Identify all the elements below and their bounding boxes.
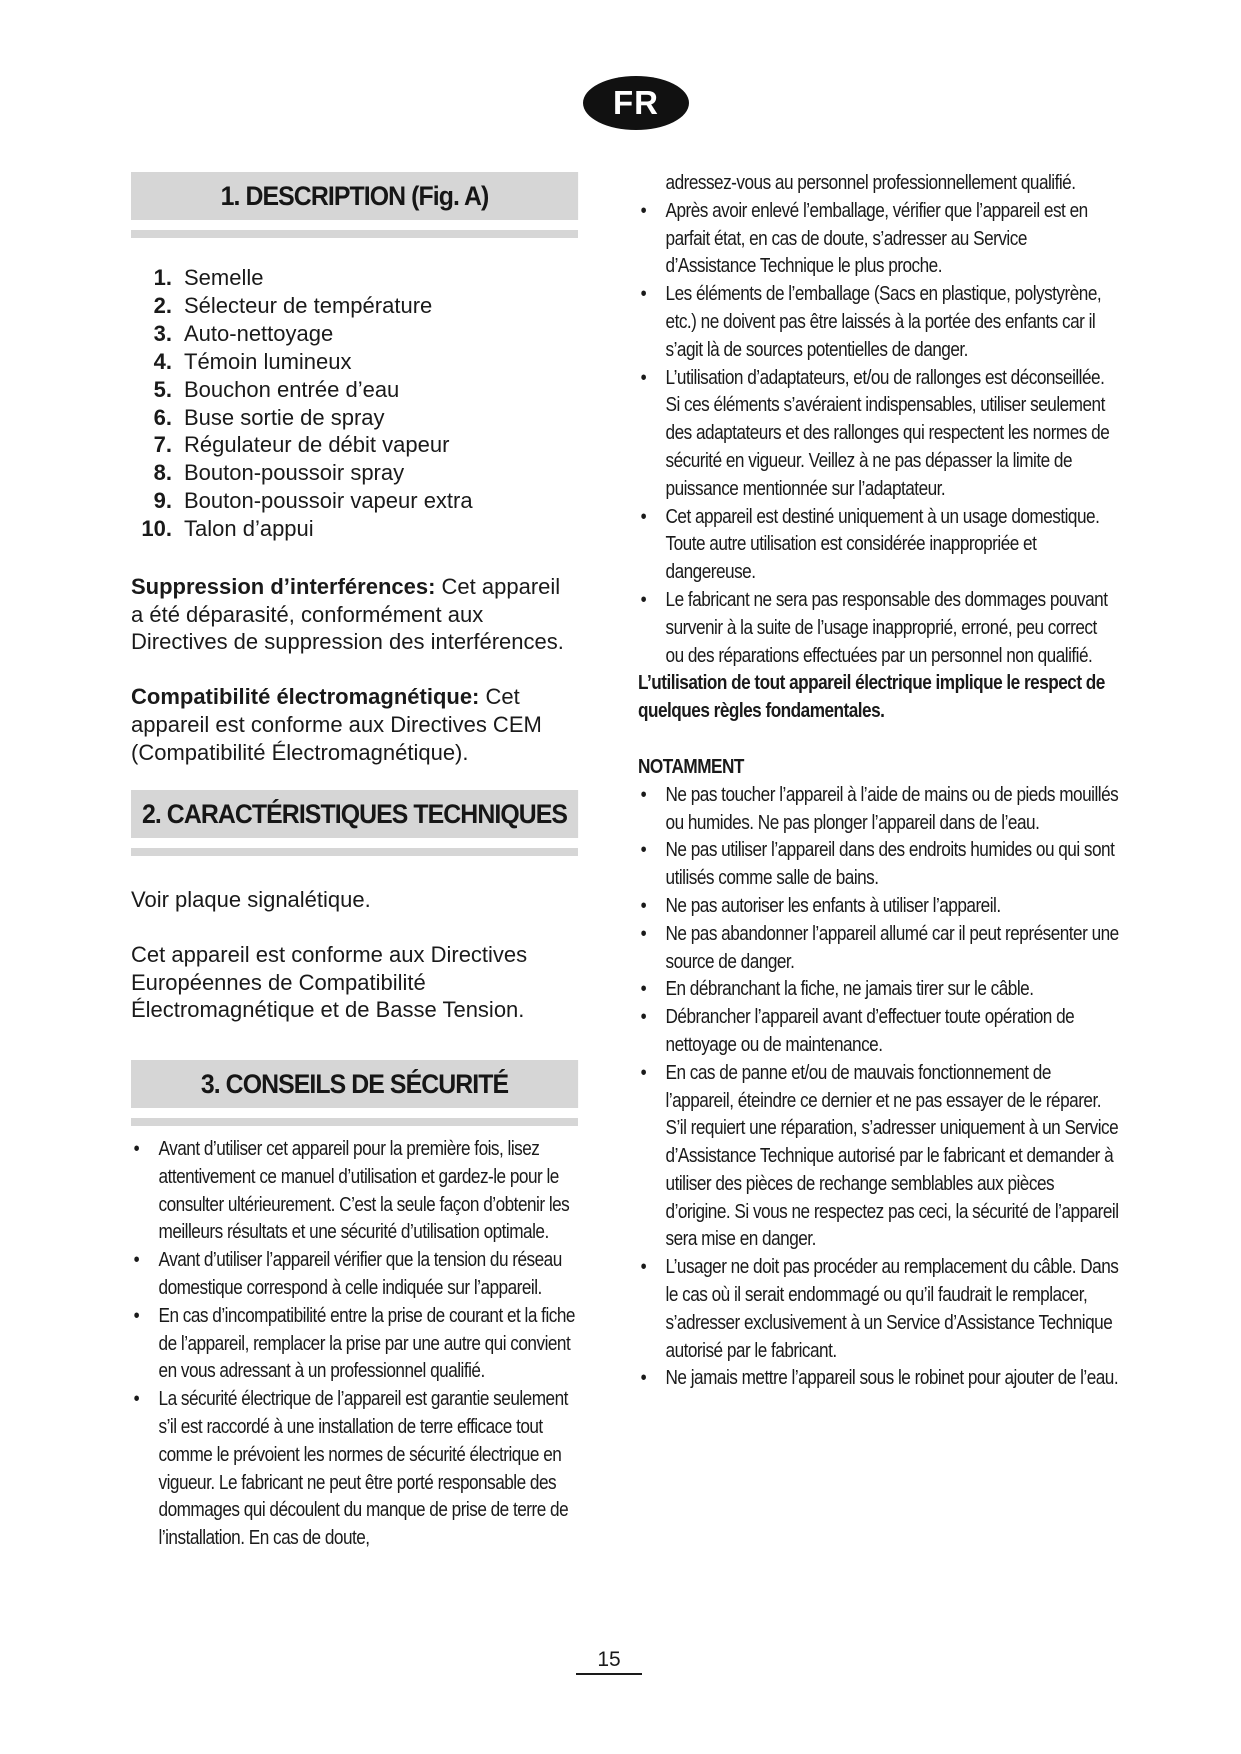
bullet-text: En débranchant la fiche, ne jamais tirer sur le câble. — [665, 978, 1034, 1001]
item-number: 4. — [153, 348, 172, 374]
section-title-specs: 2. CARACTÉRISTIQUES TECHNIQUES — [131, 790, 578, 838]
item-label: Semelle — [184, 265, 264, 290]
bullet-text: Cet appareil est destiné uniquement à un usage domestique. Toute autre utilisation est considérée inappropriée et dangereuse. — [665, 505, 1100, 584]
bullet-text: En cas d’incompatibilité entre la prise de courant et la fiche de l’appareil, remplacer la prise par une autre qui convient en vous adressant à un professionnel qualifié. — [158, 1304, 575, 1383]
bullet-dot-icon: • — [640, 283, 647, 306]
parts-list-item — [131, 515, 578, 543]
bullet-dot-icon: • — [133, 1249, 140, 1272]
item-number: 7. — [153, 432, 172, 458]
item-label: Bouchon entrée d’eau — [184, 376, 400, 402]
interference-text: Cet appareil a été déparasité, conformément aux Directives de suppression des interférences. — [131, 574, 564, 655]
emc-label: Compatibilité électromagnétique: — [131, 684, 480, 710]
parts-list-item — [131, 431, 578, 459]
bullet-dot-icon: • — [640, 894, 647, 917]
interference-paragraph — [131, 573, 578, 656]
notamment-bullets — [638, 782, 1119, 1394]
bullet-text: Ne pas utiliser l’appareil dans des endroits humides ou qui sont utilisés comme salle de bains. — [665, 839, 1115, 890]
item-number: 5. — [153, 376, 172, 402]
bullet-continuation: adressez-vous au personnel professionnellement qualifié. — [665, 172, 1076, 194]
bullet-text: Avant d’utiliser cet appareil pour la première fois, lisez attentivement ce manuel d’utilisation et gardez-le pour le consulter ultérieurement. C’est la seule façon d’obtenir les meilleurs résultats et une sécurité d’utilisation optimale. — [158, 1138, 570, 1244]
bullet-item — [638, 1254, 1119, 1365]
item-number: 6. — [153, 404, 172, 430]
bullet-dot-icon: • — [640, 1061, 647, 1084]
bullet-dot-icon: • — [133, 1138, 140, 1161]
bullet-item — [638, 893, 1119, 921]
bullet-item — [131, 1247, 578, 1303]
item-label: Talon d’appui — [184, 516, 314, 542]
section-divider — [131, 1118, 578, 1126]
item-label: Buse sortie de spray — [184, 404, 385, 430]
bullet-text: Les éléments de l’emballage (Sacs en plastique, polystyrène, etc.) ne doivent pas être laissés à la portée des enfants car il s’agit là de sources potentielles de danger. — [665, 283, 1102, 361]
section-divider — [131, 230, 578, 238]
bullet-text: Le fabricant ne sera pas responsable des dommages pouvant survenir à la suite de l’usage inapproprié, erroné, peu correct ou des réparations effectuées par un personnel non qualifié. — [665, 588, 1108, 667]
bullet-dot-icon: • — [640, 839, 647, 862]
safety-bullets-left — [131, 1136, 578, 1553]
bullet-dot-icon: • — [640, 783, 647, 806]
bullet-text: Avant d’utiliser l’appareil vérifier que la tension du réseau domestique correspond à celle indiquée sur l’appareil. — [158, 1249, 562, 1300]
parts-list-item — [131, 376, 578, 404]
bullet-dot-icon: • — [640, 1006, 647, 1029]
bullet-item — [638, 976, 1119, 1004]
page-number: 15 — [576, 1648, 642, 1675]
specs-nameplate: Voir plaque signalétique. — [131, 887, 371, 913]
bullet-text: Ne pas toucher l’appareil à l’aide de mains ou de pieds mouillés ou humides. Ne pas plonger l’appareil dans de l’eau. — [665, 783, 1119, 834]
bullet-item — [638, 837, 1119, 893]
item-number: 10. — [141, 516, 172, 542]
section-title-safety: 3. CONSEILS DE SÉCURITÉ — [131, 1060, 578, 1108]
parts-list-item — [131, 292, 578, 320]
section-specs — [131, 790, 578, 1024]
bullet-item — [131, 1386, 578, 1553]
bullet-item — [638, 198, 1119, 281]
item-label: Bouton-poussoir vapeur extra — [184, 488, 473, 514]
bullet-dot-icon: • — [640, 978, 647, 1001]
bullet-item — [638, 921, 1119, 977]
bullet-dot-icon: • — [640, 588, 647, 611]
bullet-item — [638, 1004, 1119, 1060]
safety-bullets-right — [638, 198, 1119, 671]
specs-conformity: Cet appareil est conforme aux Directives Européennes de Compatibilité Électromagnétique et de Basse Tension. — [131, 941, 528, 1023]
section-divider — [131, 848, 578, 856]
bullet-dot-icon: • — [133, 1388, 140, 1411]
item-number: 9. — [153, 488, 172, 514]
bullet-item — [638, 782, 1119, 838]
bullet-text: La sécurité électrique de l’appareil est garantie seulement s’il est raccordé à une installation de terre efficace tout comme le prévoient les normes de sécurité électrique en vigueur. Le fabricant ne peut être porté responsable des dommages qui découlent du manque de prise de terre de l’installation. En cas de doute, — [158, 1388, 569, 1550]
bullet-item — [131, 1136, 578, 1247]
bullet-text: Débrancher l’appareil avant d’effectuer toute opération de nettoyage ou de maintenance. — [665, 1006, 1075, 1056]
section-title-description: 1. DESCRIPTION (Fig. A) — [131, 172, 578, 220]
emc-text: Cet appareil est conforme aux Directives CEM (Compatibilité Électromagnétique). — [131, 684, 542, 765]
parts-list-item — [131, 487, 578, 515]
bullet-item — [638, 504, 1119, 587]
bullet-dot-icon: • — [640, 1256, 647, 1279]
section-description — [131, 172, 578, 766]
language-badge: FR — [583, 76, 689, 130]
bullet-dot-icon: • — [640, 922, 647, 945]
parts-list-item — [131, 459, 578, 487]
bullet-dot-icon: • — [640, 505, 647, 528]
parts-list-item — [131, 264, 578, 292]
bullet-item — [131, 1303, 578, 1386]
right-column — [638, 170, 1118, 1393]
bullet-text: Ne pas autoriser les enfants à utiliser l’appareil. — [665, 894, 1001, 917]
bullet-item — [638, 1060, 1119, 1255]
bullet-text: Ne jamais mettre l’appareil sous le robinet pour ajouter de l’eau. — [665, 1367, 1119, 1390]
bullet-dot-icon: • — [640, 366, 647, 389]
interference-label: Suppression d’interférences: — [131, 574, 436, 600]
left-column — [131, 172, 578, 1553]
bullet-item — [638, 1365, 1119, 1393]
item-number: 3. — [153, 320, 172, 346]
item-number: 8. — [153, 460, 172, 486]
item-number: 2. — [153, 292, 172, 318]
emc-paragraph — [131, 683, 578, 766]
item-label: Témoin lumineux — [184, 348, 352, 374]
bullet-text: Ne pas abandonner l’appareil allumé car il peut représenter une source de danger. — [665, 922, 1119, 973]
bullet-dot-icon: • — [640, 199, 647, 222]
item-label: Bouton-poussoir spray — [184, 460, 405, 486]
fundamental-rules: L’utilisation de tout appareil électrique implique le respect de quelques règles fondamentales. — [638, 672, 1105, 723]
bullet-dot-icon: • — [133, 1304, 140, 1327]
bullet-dot-icon: • — [640, 1367, 647, 1390]
parts-list-item — [131, 404, 578, 432]
parts-list-item — [131, 348, 578, 376]
item-label: Auto-nettoyage — [184, 320, 334, 346]
item-label: Régulateur de débit vapeur — [184, 432, 450, 458]
notamment-heading: NOTAMMENT — [638, 755, 744, 778]
bullet-text: Après avoir enlevé l’emballage, vérifier que l’appareil est en parfait état, en cas de doute, s’adresser au Service d’Assistance Technique le plus proche. — [665, 199, 1088, 278]
bullet-item — [638, 281, 1119, 364]
item-label: Sélecteur de température — [184, 292, 433, 318]
item-number: 1. — [153, 265, 172, 290]
parts-list — [131, 264, 578, 543]
bullet-item — [638, 365, 1119, 504]
bullet-text: L’utilisation d’adaptateurs, et/ou de rallonges est déconseillée. Si ces éléments s’avéraient indispensables, utiliser seulement des adaptateurs et des rallonges qui respectent les normes de sécurité en vigueur. Veillez à ne pas dépasser la limite de puissance mentionnée sur l’adaptateur. — [665, 366, 1110, 500]
bullet-text: L’usager ne doit pas procéder au remplacement du câble. Dans le cas où il serait endommagé ou qu’il faudrait le remplacer, s’adresser exclusivement à un Service d’Assistance Technique autorisé par le fabricant. — [665, 1256, 1119, 1362]
section-safety — [131, 1060, 578, 1553]
bullet-item — [638, 587, 1119, 670]
parts-list-item — [131, 320, 578, 348]
bullet-text: En cas de panne et/ou de mauvais fonctionnement de l’appareil, éteindre ce dernier et ne pas essayer de le réparer. S’il requiert une réparation, s’adresser uniquement à un Service d’Assistance Technique autorisé par le fabricant et demander à utiliser des pièces de rechange semblables aux pièces d’origine. Si vous ne respectez pas ceci, la sécurité de l’appareil sera mise en danger. — [665, 1061, 1119, 1251]
safety-continued — [638, 170, 1119, 1393]
